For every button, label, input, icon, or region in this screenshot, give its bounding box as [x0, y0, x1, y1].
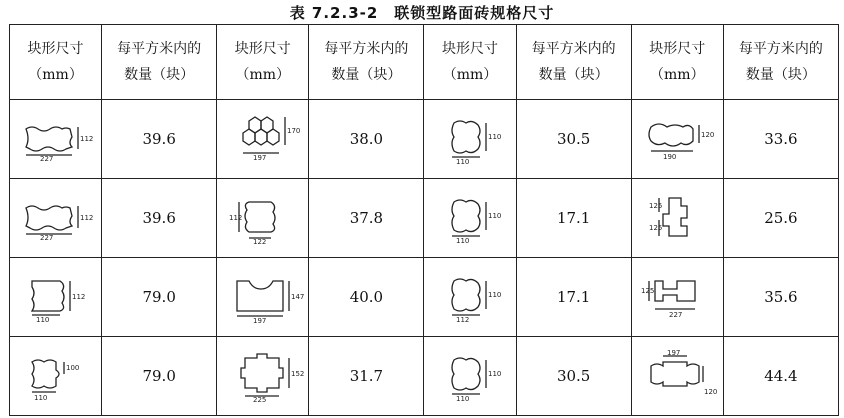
- paver-shape-icon: [20, 192, 92, 244]
- shape-cell: [631, 100, 723, 179]
- dim-width: 110: [456, 158, 470, 166]
- header-row: [10, 25, 839, 100]
- table-row: [10, 258, 839, 337]
- paver-shape-icon: [227, 192, 299, 244]
- dim-height-top: 125: [649, 202, 663, 210]
- paver-shape-icon: [641, 349, 718, 402]
- dim-width: 227: [39, 155, 53, 163]
- dim-height: 100: [65, 364, 79, 372]
- dim-width: 227: [669, 311, 683, 319]
- qty-cell: 38.0: [309, 100, 424, 179]
- dim-height: 112: [71, 293, 85, 301]
- header-shape-unit: （mm）: [649, 67, 705, 83]
- header-shape-unit: （mm）: [442, 67, 498, 83]
- paver-shape-icon: [20, 113, 92, 165]
- dim-width: 227: [39, 234, 53, 242]
- shape-cell: [631, 179, 723, 258]
- qty-cell: 17.1: [516, 179, 631, 258]
- qty-cell: 17.1: [516, 258, 631, 337]
- qty-cell: 39.6: [102, 179, 217, 258]
- header-qty-label: 每平方米内的: [324, 41, 409, 57]
- qty-cell: 39.6: [102, 100, 217, 179]
- paver-shape-icon: [227, 350, 305, 404]
- shape-cell: [424, 179, 516, 258]
- header-shape-label: 块形尺寸: [649, 41, 706, 57]
- dim-width: 190: [663, 153, 677, 161]
- header-qty-unit: 数量（块）: [745, 67, 816, 83]
- header-qty: [516, 25, 631, 100]
- qty-cell: 25.6: [723, 179, 838, 258]
- dim-height: 147: [290, 293, 305, 301]
- dim-width: 110: [456, 395, 470, 403]
- dim-width: 110: [33, 394, 47, 402]
- dim-width: 197: [252, 154, 267, 162]
- header-qty-unit: 数量（块）: [538, 67, 609, 83]
- dim-height: 125: [641, 287, 655, 295]
- qty-cell: 79.0: [102, 337, 217, 416]
- dim-width: 197: [667, 349, 681, 357]
- spec-table: [9, 24, 839, 416]
- shape-cell: [10, 100, 102, 179]
- dim-height: 110: [488, 370, 502, 378]
- dim-height: 112: [79, 214, 93, 222]
- shape-cell: [10, 258, 102, 337]
- header-qty-label: 每平方米内的: [117, 41, 202, 57]
- header-qty-unit: 数量（块）: [124, 67, 195, 83]
- dim-width: 225: [252, 396, 267, 404]
- shape-cell: [424, 100, 516, 179]
- table-row: [10, 179, 839, 258]
- shape-cell: [217, 337, 309, 416]
- header-qty-label: 每平方米内的: [738, 41, 823, 57]
- dim-height: 110: [488, 291, 502, 299]
- header-shape-label: 块形尺寸: [442, 41, 499, 57]
- dim-width: 110: [35, 316, 49, 324]
- header-shape: [631, 25, 723, 100]
- header-qty-label: 每平方米内的: [531, 41, 616, 57]
- dim-height: 112: [228, 214, 243, 222]
- paver-shape-icon: [434, 113, 506, 165]
- dim-width: 122: [252, 238, 267, 246]
- dim-width: 110: [456, 237, 470, 245]
- shape-cell: [424, 258, 516, 337]
- paver-shape-icon: [641, 113, 713, 165]
- qty-cell: 35.6: [723, 258, 838, 337]
- dim-height: 120: [701, 131, 715, 139]
- header-qty: [723, 25, 838, 100]
- paver-shape-icon: [641, 271, 713, 323]
- header-shape-label: 块形尺寸: [27, 41, 84, 57]
- header-shape-unit: （mm）: [235, 67, 291, 83]
- qty-cell: 44.4: [723, 337, 838, 416]
- shape-cell: [631, 337, 723, 416]
- dim-height: 110: [488, 133, 502, 141]
- table-row: [10, 100, 839, 179]
- header-qty: [102, 25, 217, 100]
- shape-cell: [217, 100, 309, 179]
- shape-cell: [424, 337, 516, 416]
- dim-height-bottom: 125: [649, 224, 663, 232]
- qty-cell: 33.6: [723, 100, 838, 179]
- paver-shape-icon: [20, 350, 92, 402]
- header-shape-unit: （mm）: [28, 67, 83, 83]
- paver-shape-icon: [20, 271, 92, 323]
- header-shape: [10, 25, 102, 100]
- qty-cell: 31.7: [309, 337, 424, 416]
- qty-cell: 79.0: [102, 258, 217, 337]
- dim-height: 110: [488, 212, 502, 220]
- paver-shape-icon: [434, 350, 506, 402]
- dim-height: 152: [290, 370, 305, 378]
- shape-cell: [217, 258, 309, 337]
- table-title: 表 7.2.3-2 联锁型路面砖规格尺寸: [289, 4, 555, 22]
- paver-shape-icon: [434, 271, 506, 323]
- shape-cell: [631, 258, 723, 337]
- dim-width: 112: [456, 316, 470, 324]
- shape-cell: [10, 179, 102, 258]
- paver-shape-icon: [641, 192, 713, 244]
- shape-cell: [10, 337, 102, 416]
- qty-cell: 40.0: [309, 258, 424, 337]
- dim-width: 197: [252, 317, 267, 325]
- qty-cell: 37.8: [309, 179, 424, 258]
- header-shape: [424, 25, 516, 100]
- dim-height: 120: [704, 388, 718, 396]
- qty-cell: 30.5: [516, 337, 631, 416]
- shape-cell: [217, 179, 309, 258]
- qty-cell: 30.5: [516, 100, 631, 179]
- dim-height: 112: [79, 135, 93, 143]
- header-shape-label: 块形尺寸: [234, 41, 291, 57]
- header-qty-unit: 数量（块）: [331, 67, 402, 83]
- dim-height: 170: [286, 127, 301, 135]
- header-qty: [309, 25, 424, 100]
- paver-shape-icon: [227, 271, 305, 325]
- hexagon-cluster-icon: [227, 113, 299, 165]
- paver-shape-icon: [434, 192, 506, 244]
- table-row: [10, 337, 839, 416]
- header-shape: [217, 25, 309, 100]
